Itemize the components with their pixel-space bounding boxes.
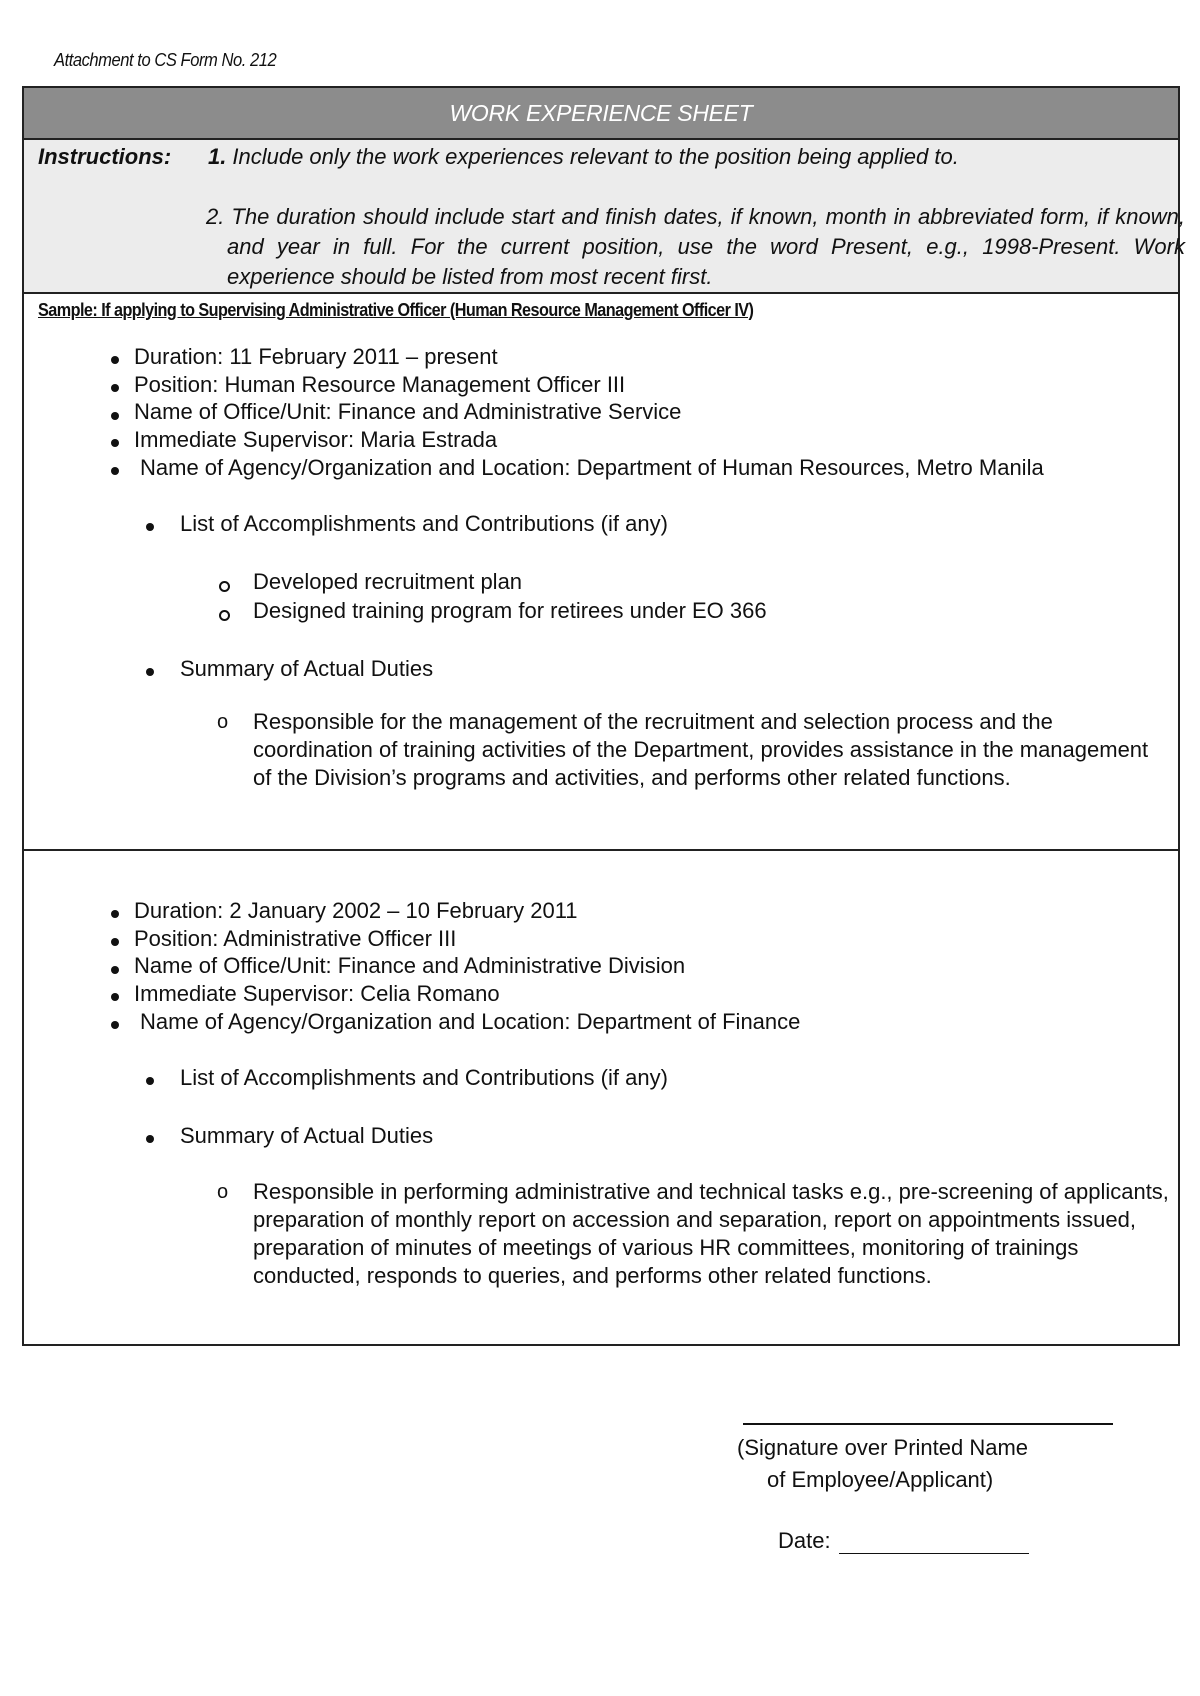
entry-office: Name of Office/Unit: Finance and Administrative Service <box>134 399 682 424</box>
duties-label: Summary of Actual Duties <box>180 1123 434 1148</box>
entry-duration: Duration: 11 February 2011 – present <box>134 344 498 369</box>
sub-bullet-icon <box>219 610 230 621</box>
bullet-icon <box>111 439 119 447</box>
instructions-label: Instructions: <box>38 144 172 169</box>
bullet-icon <box>111 356 119 364</box>
entry-office: Name of Office/Unit: Finance and Administrative Division <box>134 953 686 978</box>
bullet-icon <box>111 910 119 918</box>
signature-caption <box>737 1432 1028 1496</box>
attachment-label: Attachment to CS Form No. 212 <box>54 50 277 70</box>
bullet-icon <box>146 1135 154 1143</box>
accomplishment-item: Developed recruitment plan <box>253 569 523 594</box>
duties-label: Summary of Actual Duties <box>180 656 434 681</box>
work-experience-sheet <box>22 86 1185 1346</box>
instruction-item-1 <box>208 144 959 170</box>
bullet-icon <box>146 523 154 531</box>
instruction-item-2: 2. The duration should include start and finish dates, if known, month in abbreviated form, if known, and year in full. For the current position, use the word Present, e.g., 1998-Present. Work experience should be listed from most recent first. <box>206 204 1185 289</box>
accomplishment-item: Designed training program for retirees under EO 366 <box>253 598 767 623</box>
entry-agency: Name of Agency/Organization and Location: Department of Finance <box>140 1009 801 1034</box>
accomplishments-label: List of Accomplishments and Contributions (if any) <box>180 1065 668 1090</box>
instructions-section <box>24 140 1185 294</box>
sheet-title: WORK EXPERIENCE SHEET <box>24 88 1178 140</box>
duties-text: Responsible for the management of the recruitment and selection process and the coordination of training activities of the Department, provides assistance in the management of the Division’s programs and activities, and performs other related functions. <box>253 709 1149 790</box>
work-entry-1 <box>24 294 1178 851</box>
bullet-icon <box>111 412 119 420</box>
bullet-icon <box>146 1077 154 1085</box>
date-field <box>778 1528 1029 1554</box>
duties-text: Responsible in performing administrative and technical tasks e.g., pre-screening of applicants, preparation of monthly report on accession and separation, report on appointments issued, preparation of minutes of meetings of various HR committees, monitoring of trainings conducted, responds to queries, and performs other related functions. <box>253 1179 1169 1288</box>
signature-caption-line-1: (Signature over Printed Name <box>737 1435 1029 1460</box>
bullet-icon <box>146 668 154 676</box>
bullet-icon <box>111 938 119 946</box>
hollow-bullet-icon: o <box>217 711 229 733</box>
bullet-icon <box>111 1021 119 1029</box>
bullet-icon <box>111 467 119 475</box>
entry-supervisor: Immediate Supervisor: Celia Romano <box>134 981 500 1006</box>
date-blank <box>839 1535 1029 1554</box>
entry-supervisor: Immediate Supervisor: Maria Estrada <box>134 427 498 452</box>
entry-position: Position: Human Resource Management Officer III <box>134 372 626 397</box>
instruction-item-1-number: 1. <box>208 144 227 169</box>
bullet-icon <box>111 993 119 1001</box>
instruction-item-1-text: Include only the work experiences relevant to the position being applied to. <box>232 144 959 169</box>
hollow-bullet-icon: o <box>217 1181 229 1203</box>
signature-caption-line-2: of Employee/Applicant) <box>767 1467 994 1492</box>
entry-duration: Duration: 2 January 2002 – 10 February 2011 <box>134 898 578 923</box>
sub-bullet-icon <box>219 581 230 592</box>
sample-heading: Sample: If applying to Supervising Administrative Officer (Human Resource Management Officer IV) <box>38 300 754 320</box>
accomplishments-label: List of Accomplishments and Contributions (if any) <box>180 511 668 536</box>
bullet-icon <box>111 966 119 974</box>
entry-agency: Name of Agency/Organization and Location: Department of Human Resources, Metro Manila <box>140 455 1044 480</box>
bullet-icon <box>111 384 119 392</box>
entry-position: Position: Administrative Officer III <box>134 926 457 951</box>
work-entry-2 <box>24 851 1178 1344</box>
date-label: Date: <box>778 1528 831 1553</box>
signature-line <box>743 1423 1113 1425</box>
